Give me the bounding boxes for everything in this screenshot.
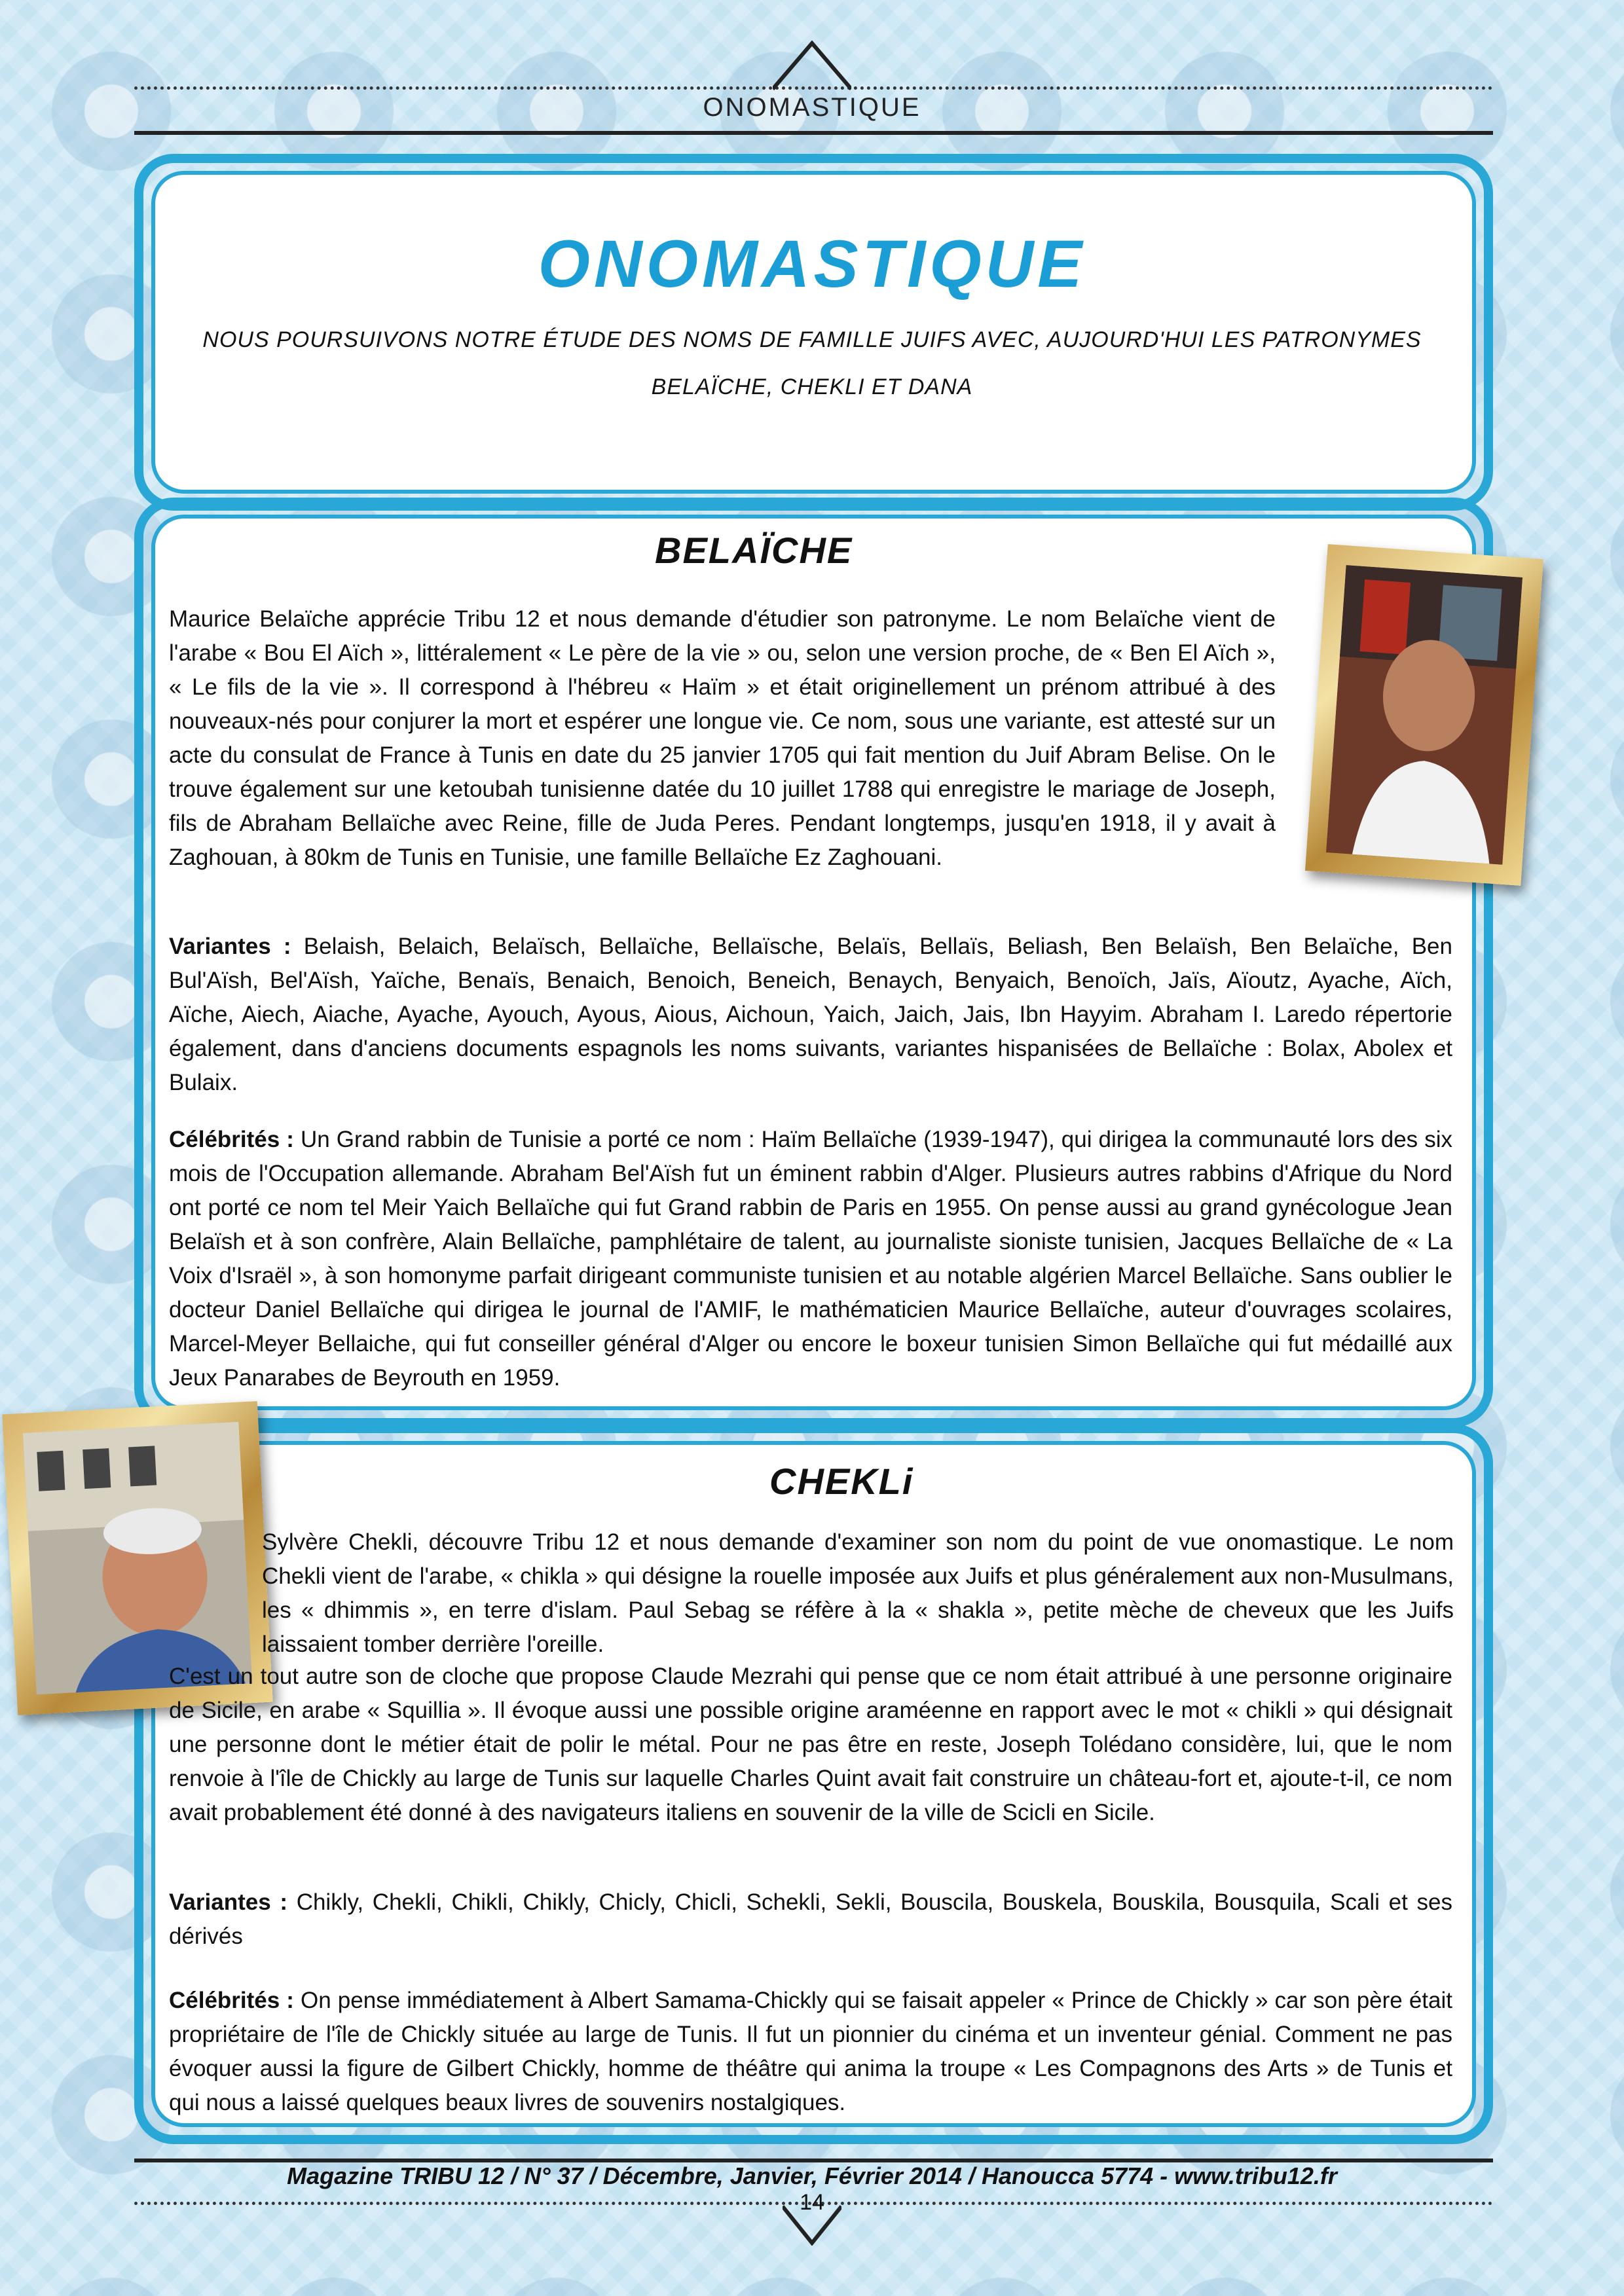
header-solid-rule (134, 131, 1493, 135)
chekli-celebrities-paragraph (169, 1984, 1452, 2120)
portrait-photo (23, 1422, 252, 1695)
chekli-second-paragraph: C'est un tout autre son de cloche que propose Claude Mezrahi qui pense que ce nom était attribué à une personne originaire de Sicile, en arabe « Squillia ». Il évoque aussi une possible origine araméenne en rapport avec le mot « chikli » qui désignait une personne dont le métier était de polir le métal. Pour ne pas être en reste, Joseph Tolédano considère, lui, que le nom renvoie à l'île de Chickly au large de Tunis sur laquelle Charles Quint avait fait construire un château-fort et, ajoute-t-il, ce nom avait probablement été donné à des navigateurs italiens en souvenir de la ville de Scicli en Sicile. (169, 1664, 1452, 1825)
belaiche-variants-text: Belaish, Belaich, Belaïsch, Bellaïche, Bellaïsche, Belaïs, Bellaïs, Beliash, Ben Belaïsh, Ben Belaïche, Ben Bul'Aïsh, Bel'Aïsh, Yaïche, Benaïs, Benaich, Benoich, Beneich, Benaych, Benyaich, Benoïch, Jaïs, Aïoutz, Ayache, Aïch, Aïche, Aiech, Aiache, Ayache, Ayouch, Ayous, Aious, Aichoun, Yaich, Jaich, Jais, Ibn Hayyim. Abraham I. Laredo répertorie également, dans d'anciens documents espagnols les noms suivants, variantes hispanisées de Bellaïche : Bolax, Abolex et Bulaix. (169, 934, 1452, 1095)
chekli-variants-paragraph (169, 1886, 1452, 1954)
belaiche-celebrities-label: Célébrités : (169, 1127, 294, 1152)
belaiche-variants-paragraph (169, 930, 1452, 1100)
footer-triangle-ornament (783, 2205, 841, 2246)
chekli-intro-paragraph: Sylvère Chekli, découvre Tribu 12 et nous demande d'examiner son nom du point de vue onomastique. Le nom Chekli vient de l'arabe, « chikla » qui désigne la rouelle imposée aux Juifs et plus généralement aux non-Musulmans, les « dhimmis », en terre d'islam. Paul Sebag se réfère à la « shakla », petite mèche de cheveux que les Juifs laissaient tomber derrière l'oreille. (262, 1529, 1454, 1657)
chekli-variants-text: Chikly, Chekli, Chikli, Chikly, Chicly, Chicli, Schekli, Sekli, Bouscila, Bouskela, Bouskila, Bousquila, Scali et ses dérivés (169, 1889, 1452, 1949)
portrait-image (23, 1422, 252, 1695)
footer-credit: Magazine TRIBU 12 / N° 37 / Décembre, Janvier, Février 2014 / Hanoucca 5774 - www.tribu12.fr (287, 2162, 1337, 2189)
belaiche-portrait (1305, 544, 1543, 886)
subtitle-line-1: NOUS POURSUIVONS NOTRE ÉTUDE DES NOMS DE FAMILLE JUIFS AVEC, AUJOURD'HUI LES PATRONYMES (202, 327, 1422, 352)
page-number: 14 (800, 2190, 824, 2215)
chekli-variants-label: Variantes : (169, 1889, 287, 1915)
belaiche-heading: BELAÏCHE (655, 530, 853, 571)
portrait-photo (1326, 565, 1522, 865)
portrait-image (1326, 565, 1522, 865)
page-title: ONOMASTIQUE (538, 227, 1086, 301)
belaiche-celebrities-text: Un Grand rabbin de Tunisie a porté ce nom : Haïm Bellaïche (1939-1947), qui dirigea la communauté lors des six mois de l'Occupation allemande. Abraham Bel'Aïsh fut un éminent rabbin d'Alger. Plusieurs autres rabbins d'Afrique du Nord ont porté ce nom tel Meir Yaich Bellaïche qui fut Grand rabbin de Paris en 1955. On pense aussi au grand gynécologue Jean Belaïsh et à son confrère, Alain Bellaïche, pamphlétaire de talent, au journaliste sioniste tunisien, Jacques Bellaïche de « La Voix d'Israël », à son homonyme parfait dirigeant communiste tunisien et au notable algérien Marcel Bellaïche. Sans oublier le docteur Daniel Bellaïche qui dirigea le journal de l'AMIF, le mathématicien Maurice Bellaïche, auteur d'ouvrages scolaires, Marcel-Meyer Bellaiche, qui fut conseiller général d'Alger ou encore le boxeur tunisien Simon Bellaïche qui fut médaillé aux Jeux Panarabes de Beyrouth en 1959. (169, 1127, 1452, 1391)
belaiche-celebrities-paragraph (169, 1123, 1452, 1395)
chekli-celebrities-label: Célébrités : (169, 1988, 294, 2013)
belaiche-intro-paragraph: Maurice Belaïche apprécie Tribu 12 et nous demande d'étudier son patronyme. Le nom Belaïche vient de l'arabe « Bou El Aïch », littéralement « Le père de la vie » ou, selon une version proche, de « Ben El Aïch », « Le fils de la vie ». Il correspond à l'hébreu « Haïm » et était originellement un prénom attribué à des nouveaux-nés pour conjurer la mort et espérer une longue vie. Ce nom, sous une variante, est attesté sur un acte du consulat de France à Tunis en date du 25 janvier 1705 qui fait mention du Juif Abram Belise. On le trouve également sur une ketoubah tunisienne datée du 10 juillet 1788 qui enregistre le mariage de Joseph, fils de Abraham Bellaïche avec Reine, fille de Juda Peres. Pendant longtemps, jusqu'en 1918, il y avait à Zaghouan, à 80km de Tunis en Tunisie, une famille Bellaïche Ez Zaghouani. (169, 606, 1276, 870)
header-triangle-ornament (773, 41, 851, 90)
running-title: ONOMASTIQUE (703, 93, 921, 122)
chekli-celebrities-text: On pense immédiatement à Albert Samama-Chickly qui se faisait appeler « Prince de Chickly » car son père était propriétaire de l'île de Chickly située au large de Tunis. Il fut un pionnier du cinéma et un inventeur génial. Comment ne pas évoquer aussi la figure de Gilbert Chickly, homme de théâtre qui anima la troupe « Les Compagnons des Arts » de Tunis et qui nous a laissé quelques beaux livres de souvenirs nostalgiques. (169, 1988, 1452, 2115)
chekli-heading: CHEKLi (769, 1461, 914, 1502)
subtitle-line-2: BELAÏCHE, CHEKLI ET DANA (651, 374, 973, 399)
belaiche-variants-label: Variantes : (169, 934, 291, 959)
